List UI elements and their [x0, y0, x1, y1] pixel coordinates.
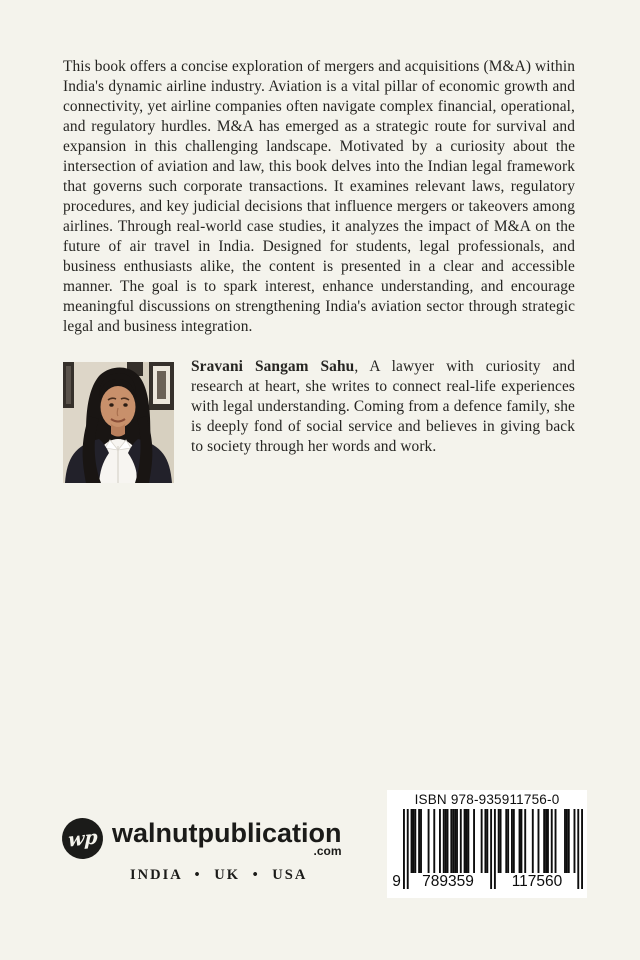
barcode-digit-mid: 789359: [422, 873, 474, 890]
isbn-label: ISBN 978-935911756-0: [414, 792, 560, 807]
publisher-block: [62, 818, 342, 884]
publisher-name-wrap: [112, 820, 342, 857]
isbn-barcode-box: [387, 790, 587, 898]
author-name: Sravani Sangam Sahu: [191, 358, 355, 375]
publisher-name: walnutpublication: [112, 818, 342, 848]
barcode-digit-right: 117560: [511, 873, 563, 890]
barcode: [391, 809, 583, 895]
author-bio-text: , A lawyer with curiosity and research at heart, she writes to connect real-life experiences with legal understanding. Coming from a defence family, she is deeply fond of social service and believes in giving back to society through her words and work.: [191, 358, 576, 455]
walnut-publication-logo-icon: [60, 816, 105, 861]
barcode-digit-left: 9: [392, 873, 401, 890]
author-photo: [63, 362, 174, 483]
logo-monogram: wp: [67, 825, 98, 852]
publisher-domain-suffix: .com: [313, 844, 342, 858]
book-description: This book offers a concise exploration of mergers and acquisitions (M&A) within India's dynamic airline industry. Aviation is a vital pillar of economic growth and connectivity, yet airline companies often navigate complex financial, operational, and regulatory hurdles. M&A has emerged as a strategic route for survival and expansion in this challenging landscape. Motivated by a curiosity about the intersection of aviation and law, this book delves into the Indian legal framework that governs such corporate transactions. It examines relevant laws, regulatory procedures, and key judicial decisions that influence mergers or takeovers among airlines. Through real-world case studies, it analyzes the impact of M&A on the future of air travel in India. Designed for students, legal professionals, and business enthusiasts alike, the content is presented in a clear and accessible manner. The goal is to spark interest, enhance understanding, and encourage meaningful discussions on strengthening India's aviation sector through strategic legal and business integration.: [63, 58, 575, 335]
publisher-logo-row: [62, 818, 342, 859]
author-section: [63, 358, 576, 483]
publisher-countries: INDIA • UK • USA: [130, 867, 308, 883]
author-bio: [191, 357, 575, 457]
author-portrait-illustration: [63, 362, 174, 483]
